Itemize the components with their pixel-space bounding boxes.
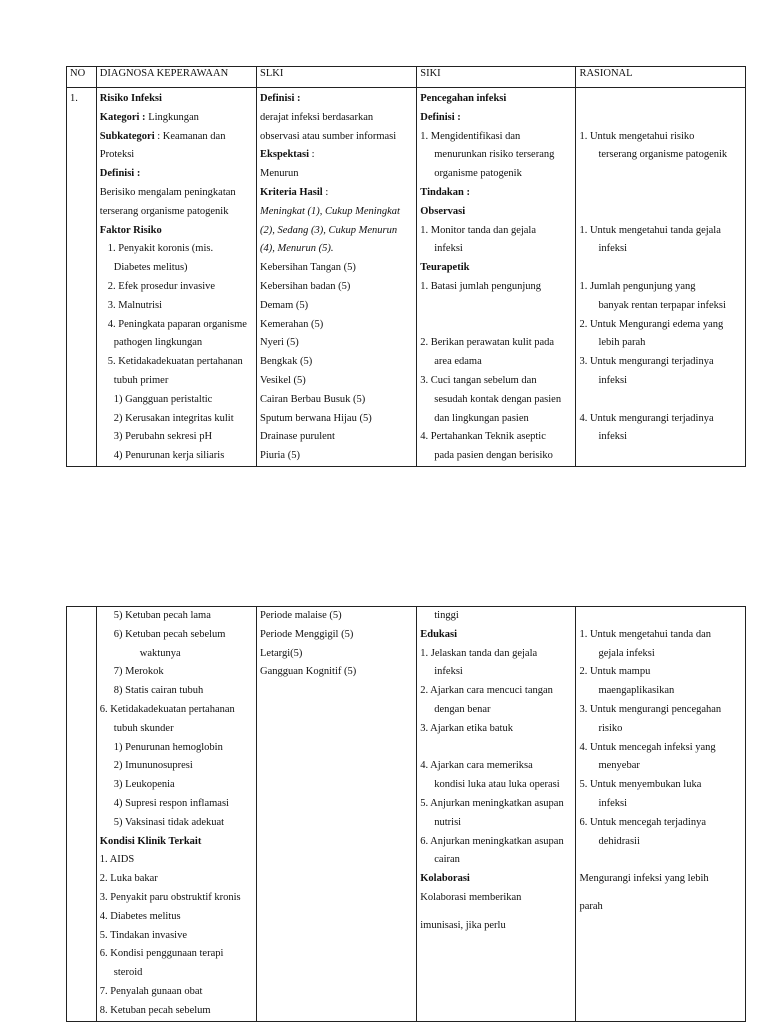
list-item: Kebersihan badan (5) bbox=[260, 280, 351, 292]
definisi-label: Definisi : bbox=[99, 168, 141, 180]
list-item: banyak rentan terpapar infeksi bbox=[598, 299, 726, 311]
list-item: 6. Kondisi penggunaan terapi bbox=[99, 948, 224, 960]
list-item: 2. Efek prosedur invasive bbox=[107, 280, 216, 292]
list-item: 3. Penyakit paru obstruktif kronis bbox=[99, 891, 241, 903]
list-item: Periode Menggigil (5) bbox=[260, 628, 354, 640]
kriteria-line: Kriteria Hasil : bbox=[260, 186, 329, 198]
list-item: 2. Luka bakar bbox=[99, 873, 158, 885]
list-item: 1. Monitor tanda dan gejala bbox=[420, 224, 537, 236]
list-item: Demam (5) bbox=[260, 299, 309, 311]
list-item: 3. Untuk mengurangi terjadinya bbox=[579, 356, 714, 368]
list-item: 3. Untuk mengurangi pencegahan bbox=[579, 703, 722, 715]
list-item: 6. Anjurkan meningkatkan asupan bbox=[420, 835, 564, 847]
list-item: 2) Kerusakan integritas kulit bbox=[113, 412, 234, 424]
list-item: 2. Berikan perawatan kulit pada bbox=[420, 337, 555, 349]
subkategori-line: Subkategori : Keamanan dan bbox=[99, 130, 226, 142]
kriteria-scale: Meningkat (1), Cukup Meningkat bbox=[260, 205, 400, 217]
cell-siki bbox=[417, 607, 576, 1022]
list-item: dengan benar bbox=[434, 703, 491, 715]
list-item: 1. Jelaskan tanda dan gejala bbox=[420, 647, 538, 659]
list-item: Sputum berwana Hijau (5) bbox=[260, 412, 372, 424]
edukasi-label: Edukasi bbox=[420, 628, 458, 640]
list-item: 1) Gangguan peristaltic bbox=[113, 393, 213, 405]
header-rasional: RASIONAL bbox=[576, 67, 746, 88]
cell-no bbox=[67, 607, 97, 1022]
header-slki: SLKI bbox=[257, 67, 417, 88]
list-item: 5. Tindakan invasive bbox=[99, 929, 187, 941]
kategori-line: Kategori : Lingkungan bbox=[99, 111, 199, 123]
siki-definisi-label: Definisi : bbox=[420, 111, 461, 123]
list-item: 3) Perubahn sekresi pH bbox=[113, 431, 213, 443]
list-item: waktunya bbox=[139, 647, 181, 659]
list-item: infeksi bbox=[434, 243, 463, 255]
list-item: tinggi bbox=[434, 610, 459, 621]
observasi-label: Observasi bbox=[420, 205, 466, 217]
list-item: infeksi bbox=[598, 797, 628, 809]
subkategori-cont: Proteksi bbox=[99, 149, 135, 161]
kondisi-klinik-label: Kondisi Klinik Terkait bbox=[99, 835, 202, 847]
list-item: area edama bbox=[434, 356, 482, 368]
list-item: 1. Batasi jumlah pengunjung bbox=[420, 280, 541, 292]
list-item: Kemerahan (5) bbox=[260, 318, 324, 330]
list-item: 1. Untuk mengetahui risiko bbox=[579, 130, 695, 142]
list-item: 5. Anjurkan meningkatkan asupan bbox=[420, 797, 564, 809]
list-item: gejala infeksi bbox=[598, 647, 655, 659]
list-item: tubuh primer bbox=[113, 374, 169, 386]
list-item: 1. Untuk mengetahui tanda gejala bbox=[579, 224, 721, 236]
slki-definisi-text: derajat infeksi berdasarkan bbox=[260, 111, 374, 123]
list-item: 1. Untuk mengetahui tanda dan bbox=[579, 628, 711, 640]
list-item: 1. Jumlah pengunjung yang bbox=[579, 280, 696, 292]
list-item: dan lingkungan pasien bbox=[434, 412, 529, 424]
terapeutik-label: Teurapetik bbox=[420, 262, 470, 274]
table-row bbox=[67, 88, 746, 467]
siki-title: Pencegahan infeksi bbox=[420, 93, 507, 104]
list-item: 2) Imununosupresi bbox=[113, 760, 193, 772]
slki-definisi-text: observasi atau sumber informasi bbox=[260, 130, 397, 142]
list-item: 3. Malnutrisi bbox=[107, 299, 163, 311]
list-item: 4) Supresi respon inflamasi bbox=[113, 797, 229, 809]
table-header-row bbox=[67, 67, 746, 88]
definisi-text: terserang organisme patogenik bbox=[99, 205, 229, 217]
ekspektasi-line: Ekspektasi : bbox=[260, 149, 315, 161]
list-item: 3. Ajarkan etika batuk bbox=[420, 722, 513, 734]
list-item: risiko bbox=[598, 722, 623, 734]
list-item: Kebersihan Tangan (5) bbox=[260, 262, 356, 274]
list-item: steroid bbox=[113, 967, 143, 979]
row-number: 1. bbox=[70, 93, 78, 104]
list-item: 6. Ketidakadekuatan pertahanan bbox=[99, 703, 235, 715]
list-item: 4. Ajarkan cara memeriksa bbox=[420, 760, 533, 772]
list-item: Nyeri (5) bbox=[260, 337, 299, 349]
list-item: Letargi(5) bbox=[260, 647, 303, 659]
header-no: NO bbox=[67, 67, 97, 88]
list-item: 3. Cuci tangan sebelum dan bbox=[420, 374, 537, 386]
list-item: 1. Mengidentifikasi dan bbox=[420, 130, 521, 142]
kolaborasi-text: Kolaborasi memberikan bbox=[420, 891, 522, 903]
faktor-risiko-label: Faktor Risiko bbox=[99, 224, 162, 236]
list-item: Vesikel (5) bbox=[260, 374, 306, 386]
kolaborasi-rasional: parah bbox=[579, 900, 603, 912]
cell-rasional bbox=[576, 88, 746, 467]
list-item: 1. AIDS bbox=[99, 854, 135, 866]
list-item: Bengkak (5) bbox=[260, 356, 313, 368]
list-item: tubuh skunder bbox=[113, 722, 174, 734]
list-item: 2. Untuk mampu bbox=[579, 666, 651, 678]
slki-definisi-label: Definisi : bbox=[260, 93, 301, 104]
list-item: organisme patogenik bbox=[434, 168, 522, 180]
list-item: cairan bbox=[434, 854, 460, 866]
list-item: infeksi bbox=[434, 666, 463, 678]
header-siki: SIKI bbox=[417, 67, 576, 88]
list-item: 5. Untuk menyembukan luka bbox=[579, 779, 702, 791]
header-diagnosa: DIAGNOSA KEPERAWAAN bbox=[96, 67, 256, 88]
list-item: 4. Pertahankan Teknik aseptic bbox=[420, 431, 546, 443]
list-item: 4. Untuk mengurangi terjadinya bbox=[579, 412, 714, 424]
list-item: 6) Ketuban pecah sebelum bbox=[113, 628, 226, 640]
list-item: 3) Leukopenia bbox=[113, 779, 175, 791]
list-item: Drainase purulent bbox=[260, 431, 335, 443]
cell-rasional bbox=[576, 607, 746, 1022]
list-item: terserang organisme patogenik bbox=[598, 149, 728, 161]
list-item: lebih parah bbox=[598, 337, 646, 349]
list-item: 7) Merokok bbox=[113, 666, 164, 678]
list-item: Gangguan Kognitif (5) bbox=[260, 666, 357, 678]
definisi-text: Berisiko mengalam peningkatan bbox=[99, 186, 236, 198]
cell-siki bbox=[417, 88, 576, 467]
list-item: 5) Vaksinasi tidak adekuat bbox=[113, 816, 225, 828]
cell-diagnosa bbox=[96, 607, 256, 1022]
cell-slki bbox=[257, 88, 417, 467]
list-item: menyebar bbox=[598, 760, 640, 772]
list-item: sesudah kontak dengan pasien bbox=[434, 393, 562, 405]
list-item: 4. Peningkata paparan organisme bbox=[107, 318, 247, 330]
list-item: 1. Penyakit koronis (mis. bbox=[107, 243, 214, 255]
list-item: 8) Statis cairan tubuh bbox=[113, 685, 204, 697]
list-item: pada pasien dengan berisiko bbox=[434, 450, 553, 462]
diagnosis-title: Risiko Infeksi bbox=[99, 93, 162, 104]
nursing-care-table-page2 bbox=[66, 606, 746, 1022]
list-item: infeksi bbox=[598, 431, 628, 443]
list-item: 2. Untuk Mengurangi edema yang bbox=[579, 318, 724, 330]
list-item: Diabetes melitus) bbox=[113, 262, 188, 274]
tindakan-label: Tindakan : bbox=[420, 186, 470, 198]
list-item: 4. Diabetes melitus bbox=[99, 910, 181, 922]
kolaborasi-label: Kolaborasi bbox=[420, 873, 470, 885]
list-item: maengaplikasikan bbox=[598, 685, 675, 697]
cell-no bbox=[67, 88, 97, 467]
cell-slki bbox=[257, 607, 417, 1022]
list-item: 8. Ketuban pecah sebelum bbox=[99, 1004, 211, 1016]
list-item: infeksi bbox=[598, 243, 628, 255]
list-item: pathogen lingkungan bbox=[113, 337, 203, 349]
list-item: nutrisi bbox=[434, 816, 462, 828]
cell-diagnosa bbox=[96, 88, 256, 467]
nursing-care-table-page1 bbox=[66, 66, 746, 467]
list-item: Cairan Berbau Busuk (5) bbox=[260, 393, 366, 405]
kriteria-scale: (2), Sedang (3), Cukup Menurun bbox=[260, 224, 398, 236]
kriteria-scale: (4), Menurun (5). bbox=[260, 243, 334, 255]
list-item: 5) Ketuban pecah lama bbox=[113, 610, 211, 621]
list-item: infeksi bbox=[598, 374, 628, 386]
list-item: menurunkan risiko terserang bbox=[434, 149, 555, 161]
list-item: 6. Untuk mencegah terjadinya bbox=[579, 816, 707, 828]
list-item: 2. Ajarkan cara mencuci tangan bbox=[420, 685, 553, 697]
list-item: kondisi luka atau luka operasi bbox=[434, 779, 560, 791]
ekspektasi-value: Menurun bbox=[260, 168, 299, 180]
list-item: dehidrasii bbox=[598, 835, 640, 847]
list-item: 7. Penyalah gunaan obat bbox=[99, 985, 203, 997]
list-item: 5. Ketidakadekuatan pertahanan bbox=[107, 356, 243, 368]
list-item: 4) Penurunan kerja siliaris bbox=[113, 450, 225, 462]
list-item: Periode malaise (5) bbox=[260, 610, 342, 621]
table-row bbox=[67, 607, 746, 1022]
list-item: 1) Penurunan hemoglobin bbox=[113, 741, 223, 753]
kolaborasi-text: imunisasi, jika perlu bbox=[420, 919, 506, 931]
list-item: 4. Untuk mencegah infeksi yang bbox=[579, 741, 716, 753]
kolaborasi-rasional: Mengurangi infeksi yang lebih bbox=[579, 873, 709, 885]
list-item: Piuria (5) bbox=[260, 450, 300, 462]
